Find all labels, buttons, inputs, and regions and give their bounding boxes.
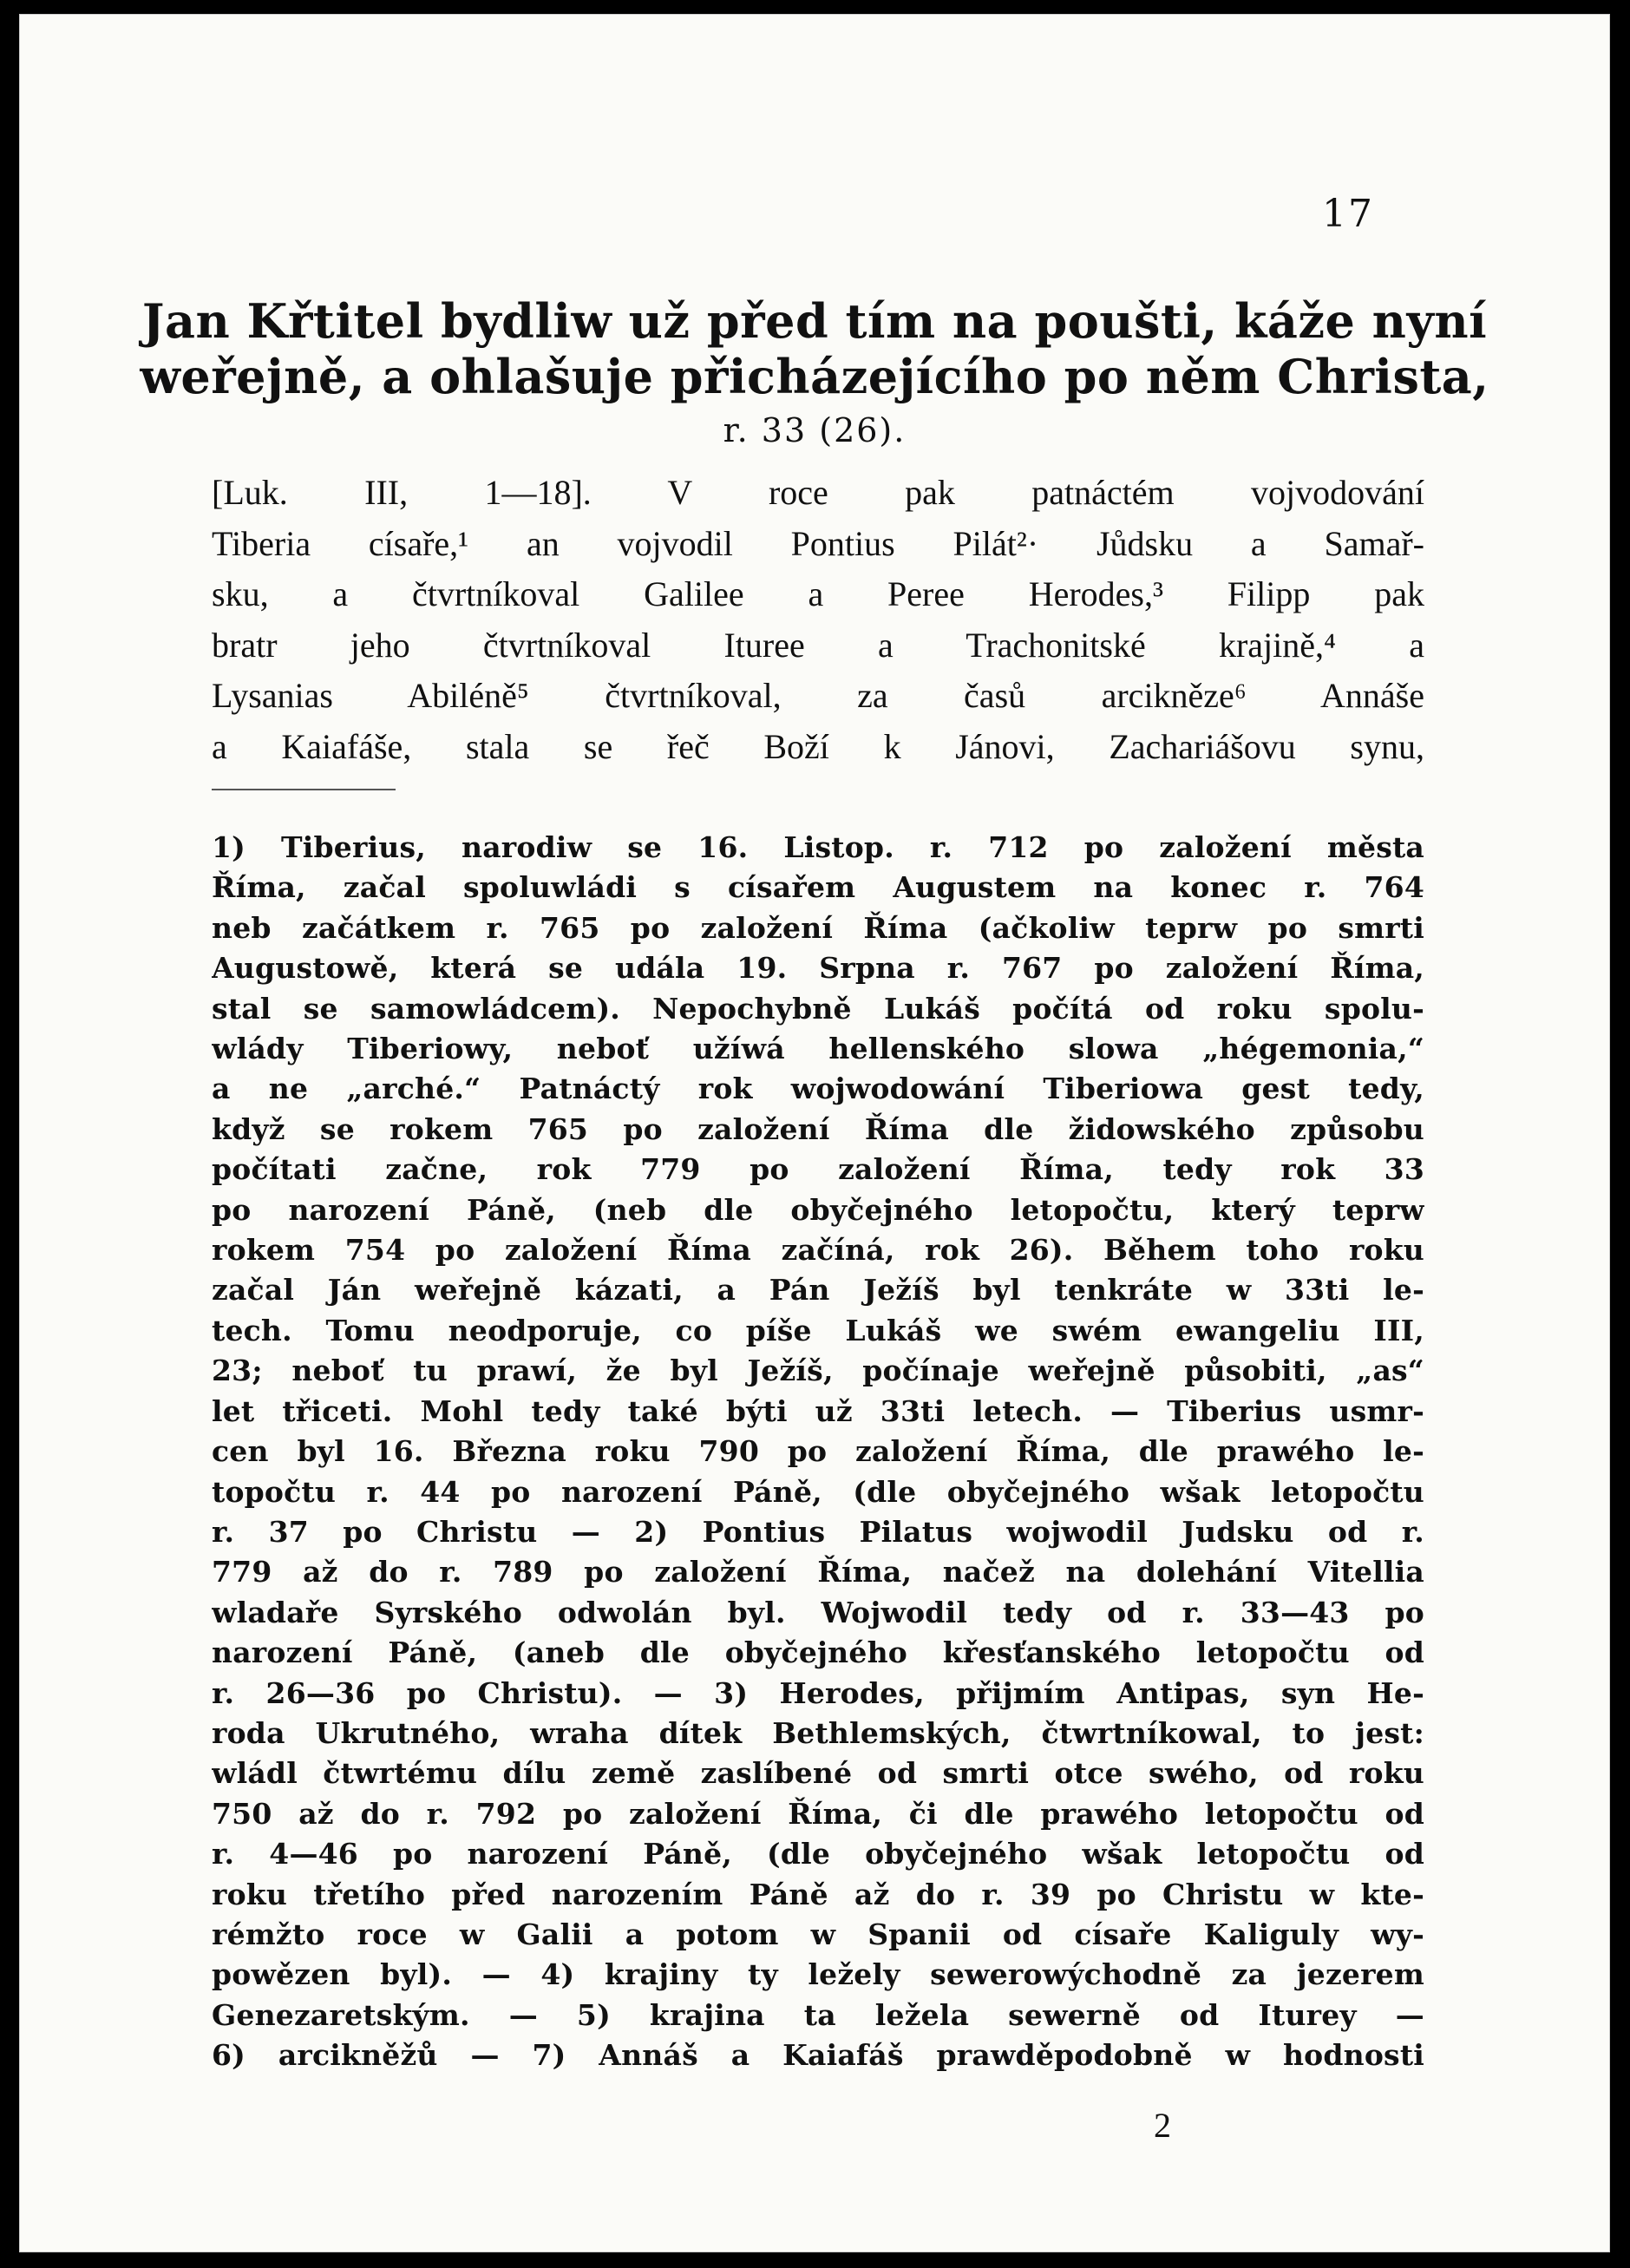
- footnote-line: rémžto roce w Galii a potom w Spanii od císaře Kaliguly wy-: [212, 1917, 1424, 1951]
- footnote-line: 6) arcikněžů — 7) Annáš a Kaiafáš prawděpodobně w hodnosti: [212, 2038, 1424, 2073]
- footnote-line: topočtu r. 44 po narození Páně, (dle obyčejného wšak letopočtu: [212, 1474, 1424, 1509]
- footnote-line: cen byl 16. Března roku 790 po založení Říma, dle prawého le-: [212, 1434, 1424, 1469]
- chapter-heading-line-2: weřejně, a ohlašuje přicházejícího po něm Christa,: [140, 349, 1489, 404]
- footnote-line: neb začátkem r. 765 po založení Říma (ačkoliw teprw po smrti: [212, 910, 1424, 945]
- main-text-line: Lysanias Abiléně⁵ čtvrtníkoval, za časů arcikněze⁶ Annáše: [212, 676, 1424, 715]
- footnote-line: 750 až do r. 792 po založení Říma, či dle prawého letopočtu od: [212, 1796, 1424, 1831]
- footnote-line: začal Ján weřejně kázati, a Pán Ježíš byl tenkráte w 33ti le-: [212, 1273, 1424, 1308]
- main-text: [212, 468, 1424, 772]
- footnote-line: r. 4—46 po narození Páně, (dle obyčejného wšak letopočtu od: [212, 1837, 1424, 1871]
- footnote-line: 23; neboť tu prawí, že byl Ježíš, počínaje weřejně působiti, „as“: [212, 1354, 1424, 1388]
- footnote-line: 779 až do r. 789 po založení Říma, načež na dolehání Vitellia: [212, 1555, 1424, 1590]
- footnote-line: wlády Tiberiowy, neboť užíwá hellenského slowa „hégemonia,“: [212, 1032, 1424, 1066]
- footnote-line: 1) Tiberius, narodiw se 16. Listop. r. 712 po založení města: [212, 830, 1424, 864]
- footnote-line: roda Ukrutného, wraha dítek Bethlemských, čtwrtníkowal, to jest:: [212, 1715, 1424, 1750]
- main-text-line: sku, a čtvrtníkoval Galilee a Peree Herodes,³ Filipp pak: [212, 574, 1424, 613]
- footnote-line: rokem 754 po založení Říma začíná, rok 26). Během toho roku: [212, 1233, 1424, 1268]
- footnote-line: když se rokem 765 po založení Říma dle židowského způsobu: [212, 1111, 1424, 1146]
- footnote-line: roku třetího před narozením Páně až do r. 39 po Christu w kte-: [212, 1877, 1424, 1911]
- main-text-line: Tiberia císaře,¹ an vojvodil Pontius Pilát²· Jůdsku a Samař-: [212, 523, 1424, 563]
- footnote-line: po narození Páně, (neb dle obyčejného letopočtu, který teprw: [212, 1192, 1424, 1227]
- footnote-line: tech. Tomu neodporuje, co píše Lukáš we swém ewangeliu III,: [212, 1313, 1424, 1347]
- footnote-line: počítati začne, rok 779 po založení Říma, tedy rok 33: [212, 1152, 1424, 1187]
- footnote-line: wladaře Syrského odwolán byl. Wojwodil tedy od r. 33—43 po: [212, 1595, 1424, 1629]
- signature-mark: 2: [1154, 2106, 1171, 2145]
- chapter-heading-year: r. 33 (26).: [723, 411, 907, 449]
- main-text-line: a Kaiafáše, stala se řeč Boží k Jánovi, Zachariášovu synu,: [212, 726, 1424, 766]
- book-page: [19, 14, 1610, 2252]
- footnote-line: a ne „arché.“ Patnáctý rok wojwodowání Tiberiowa gest tedy,: [212, 1072, 1424, 1106]
- footnote-line: Genezaretským. — 5) krajina ta ležela sewerně od Iturey —: [212, 1997, 1424, 2032]
- chapter-heading-line-1: Jan Křtitel bydliw už před tím na poušti, káže nyní: [141, 293, 1488, 349]
- footnote-line: let třiceti. Mohl tedy také býti už 33ti letech. — Tiberius usmr-: [212, 1393, 1424, 1428]
- footnote-line: narození Páně, (aneb dle obyčejného křesťanského letopočtu od: [212, 1635, 1424, 1670]
- footnote-line: powězen byl). — 4) krajiny ty ležely sewerowýchodně za jezerem: [212, 1957, 1424, 1992]
- main-text-line: [Luk. III, 1—18]. V roce pak patnáctém vojvodování: [212, 473, 1424, 512]
- page-number: 17: [1322, 192, 1374, 236]
- footnotes: [212, 828, 1424, 2076]
- main-text-line: bratr jeho čtvrtníkoval Ituree a Trachonitské krajině,⁴ a: [212, 625, 1424, 665]
- footnote-separator: [212, 789, 396, 790]
- footnote-line: r. 26—36 po Christu). — 3) Herodes, přijmím Antipas, syn He-: [212, 1675, 1424, 1710]
- footnote-line: Říma, začal spoluwládi s císařem Augustem na konec r. 764: [212, 870, 1424, 905]
- footnote-line: stal se samowládcem). Nepochybně Lukáš počítá od roku spolu-: [212, 991, 1424, 1026]
- footnote-line: wládl čtwrtému dílu země zaslíbené od smrti otce swého, od roku: [212, 1756, 1424, 1791]
- footnote-line: r. 37 po Christu — 2) Pontius Pilatus wojwodil Judsku od r.: [212, 1514, 1424, 1549]
- footnote-line: Augustowě, která se udála 19. Srpna r. 767 po založení Říma,: [212, 951, 1424, 986]
